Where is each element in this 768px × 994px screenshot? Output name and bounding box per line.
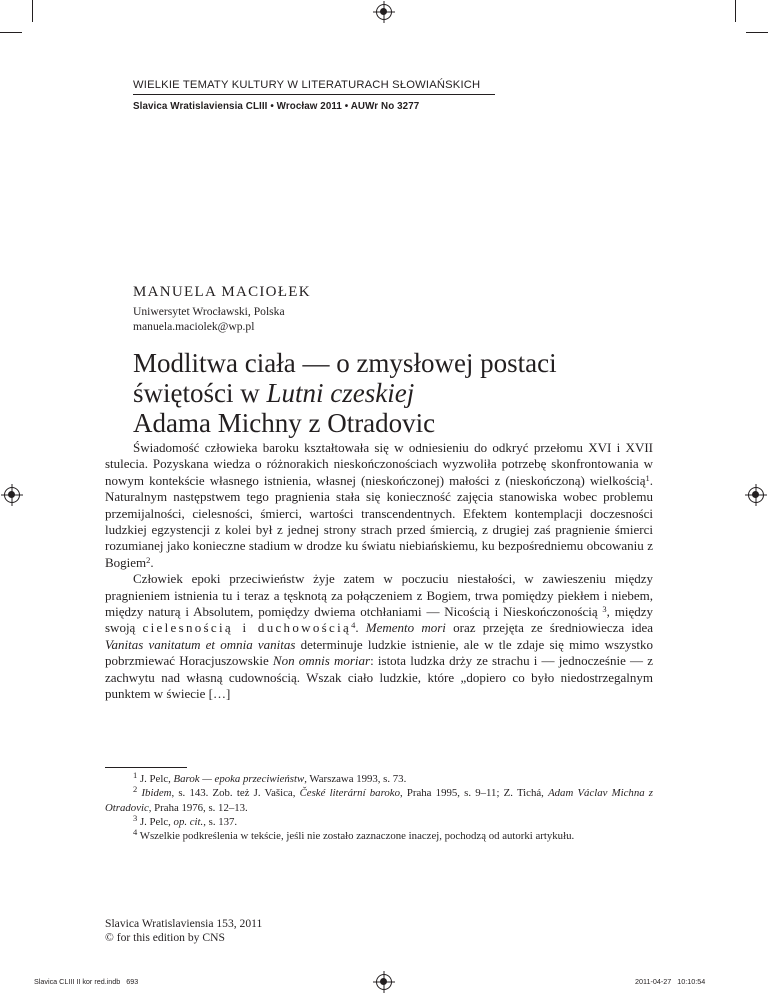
- title-line-2: [133, 378, 557, 408]
- footnote-ref: 3: [602, 604, 607, 615]
- page-footer: [105, 917, 262, 945]
- footer-journal: Slavica Wratislaviensia 153, 2011: [105, 917, 263, 930]
- text: .: [355, 620, 366, 636]
- title-line-1: Modlitwa ciała — o zmysłowej postaci: [133, 348, 557, 378]
- italic-text: Adam Václav Michna z Otradovic: [105, 787, 654, 814]
- italic-text: Non omnis moriar: [272, 653, 371, 669]
- spaced-emphasis: i: [232, 620, 258, 636]
- journal-line: Slavica Wratislaviensia CLIII • Wrocław 2011 • AUWr No 3277: [133, 101, 420, 112]
- footnote-rule: [105, 767, 187, 768]
- text: , s. 143. Zob. też J. Vašica,: [171, 787, 300, 800]
- article-body: [105, 440, 653, 703]
- paragraph: [105, 571, 653, 702]
- text: , Praha 1995, s. 9–11; Z. Tichá,: [399, 787, 549, 800]
- text: , Warszawa 1993, s. 73.: [304, 773, 407, 785]
- text: Człowiek epoki przeciwieństw żyje zatem w poczuciu niestałości, w zawieszeniu między pragnieniem istnienia tu i teraz a tęsknotą za połączeniem z Bogiem, trwa pomiędzy piekłem i niebem, między naturą i Absolutem, pomiędzy dwiema otchłaniami — Nicością i Nieskończonością: [105, 571, 653, 620]
- crop-mark: [746, 32, 768, 33]
- affiliation: Uniwersytet Wrocławski, Polska: [133, 305, 285, 318]
- text: Świadomość człowieka baroku kształtowała się w odniesieniu do odkryć przełomu XVI i XVII stulecia. Pozyskana wiedza o różnorakich nieskończonościach wyzwoliła potrzebę skonfrontowania w nowym kontekście własnego istnienia, własnej (nieskończonej) małości z (nieskończoną) wielkością: [105, 440, 653, 488]
- author-name: MANUELA MACIOŁEK: [133, 284, 311, 300]
- text: .: [150, 554, 154, 570]
- italic-text: Ibidem: [141, 787, 172, 800]
- title-italic: Lutni czeskiej: [266, 378, 415, 408]
- footnote: [105, 772, 653, 786]
- text: J. Pelc,: [139, 815, 174, 828]
- footnote-number: 3: [133, 812, 138, 823]
- italic-text: České literární baroko: [299, 787, 400, 800]
- footnote: [105, 812, 653, 829]
- spaced-emphasis: cielesnością: [142, 620, 233, 636]
- paragraph: [105, 440, 653, 571]
- crop-mark: [735, 0, 736, 22]
- footnote-number: 2: [133, 784, 138, 795]
- footnote-number: 1: [133, 770, 138, 780]
- italic-text: op. cit.: [173, 815, 204, 828]
- registration-mark-icon: [748, 487, 764, 503]
- crop-mark: [0, 32, 22, 33]
- text: J. Pelc,: [139, 773, 174, 785]
- italic-text: Memento mori: [365, 620, 446, 636]
- spaced-emphasis: duchowością: [257, 620, 352, 636]
- title-text: świętości w: [133, 378, 267, 408]
- text: determinuje ludzkie istnienie, ale w tle zdaje się mimo wszystko pobrzmiewać Horacjuszowskie: [105, 636, 653, 669]
- text: , Praha 1976, s. 12–13.: [148, 801, 248, 814]
- header-rule: [133, 94, 495, 95]
- slug-timestamp: 2011-04-27 10:10:54: [635, 977, 706, 986]
- author-affiliation: [133, 304, 285, 334]
- footnotes: [105, 772, 653, 843]
- text: , s. 137.: [203, 815, 238, 828]
- author-email: manuela.maciolek@wp.pl: [133, 320, 255, 333]
- italic-text: Vanitas vanitatum et omnia vanitas: [105, 636, 296, 652]
- footnote-ref: 2: [146, 554, 151, 565]
- registration-mark-icon: [376, 974, 392, 990]
- footer-copyright: © for this edition by CNS: [105, 931, 225, 944]
- registration-mark-icon: [4, 487, 20, 503]
- article-title: [133, 348, 557, 438]
- text: Wszelkie podkreślenia w tekście, jeśli nie zostało zaznaczone inaczej, pochodzą od autorki artykułu.: [139, 830, 575, 843]
- text: . Naturalnym następstwem tego pragnienia stała się konieczność zajęcia stanowiska wobec problemu przemijalności, cielesności, śmierci, wartości transcendentnych. Efektem kontemplacji doczesności ludzkiej egzystencji z kolei był z jednej strony strach przed śmiercią, z drugiej zaś pragnienie śmierci rozumianej jako konieczne stadium w drodze ku światu niebiańskiemu, ku bezpośredniemu obcowaniu z Bogiem: [105, 472, 653, 570]
- footnote-number: 4: [133, 827, 138, 838]
- footnote-ref: 4: [351, 620, 356, 631]
- footnote: [105, 829, 653, 843]
- italic-text: Barok — epoka przeciwieństw: [173, 773, 305, 785]
- text: : istota ludzka drży ze strachu i — jednocześnie — z zachwytu nad własną cudownością. Wszak ciało ludzkie, które „dopiero co było niedostrzegalnym punktem w świecie […]: [105, 653, 653, 702]
- footnote-ref: 1: [645, 472, 650, 483]
- text: , między swoją: [105, 604, 654, 636]
- footnote: [105, 786, 653, 815]
- series-heading: WIELKIE TEMATY KULTURY W LITERATURACH SŁOWIAŃSKICH: [133, 79, 481, 91]
- slug-file: Slavica CLIII II kor red.indb 693: [34, 977, 139, 986]
- registration-mark-icon: [376, 4, 392, 20]
- title-line-3: Adama Michny z Otradovic: [133, 408, 436, 438]
- text: oraz przejęta ze średniowiecza idea: [445, 620, 654, 636]
- crop-mark: [32, 0, 33, 22]
